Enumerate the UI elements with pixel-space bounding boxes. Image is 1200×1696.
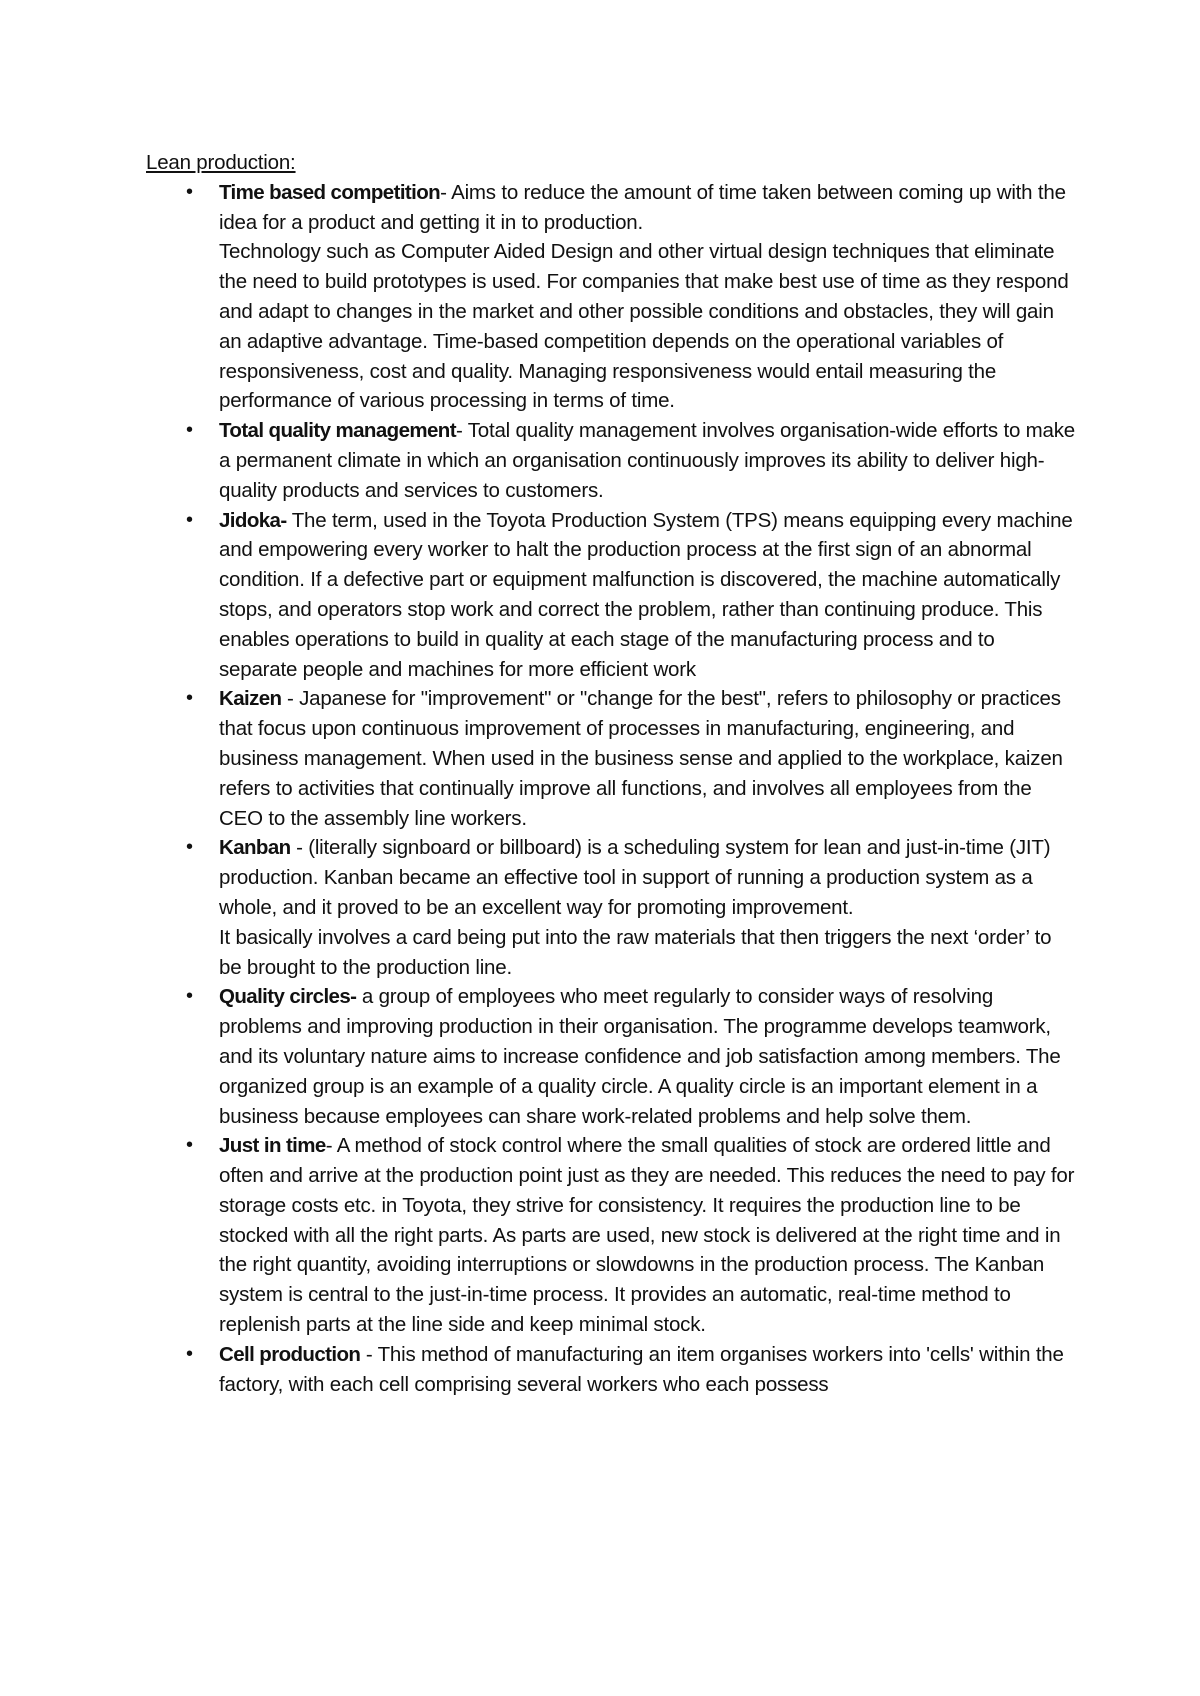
bullet-icon: •: [186, 1342, 193, 1365]
item-term: Cell production: [219, 1342, 361, 1366]
bullet-icon: •: [186, 419, 193, 442]
item-separator: -: [440, 180, 452, 204]
bullet-icon: •: [186, 508, 193, 531]
item-text: Japanese for "improvement" or "change for the best", refers to philosophy or practices that focus upon continuous improvement of processes in manufacturing, engineering, and business management. When used in the business sense and applied to the workplace, kaizen refers to activities that continually improve all functions, and involves all employees from the CEO to the assembly line workers.: [219, 687, 1063, 830]
section-heading: Lean production:: [146, 151, 296, 174]
item-text: Total quality management involves organisation-wide efforts to make a permanent climate in which an organisation continuously improves its ability to deliver high-quality products and services to customers.: [219, 419, 1075, 502]
bullet-icon: •: [186, 985, 193, 1008]
bullet-icon: •: [186, 180, 193, 203]
item-text: a group of employees who meet regularly to consider ways of resolving problems and improving production in their organisation. The programme develops teamwork, and its voluntary nature aims to increase confidence and job satisfaction among members. The organized group is an example of a quality circle. A quality circle is an important element in a business because employees can share work-related problems and help solve them.: [219, 985, 1061, 1128]
list-item: [146, 178, 1076, 416]
document-body: [146, 148, 1076, 1399]
item-separator: -: [290, 836, 309, 860]
list-item: [146, 416, 1076, 505]
item-term: Kaizen: [219, 687, 282, 711]
item-term: Jidoka-: [219, 508, 287, 532]
item-text: (literally signboard or billboard) is a scheduling system for lean and just-in-time (JIT) production. Kanban became an effective tool in support of running a production system as a whole, and it proved to be an excellent way for promoting improvement.: [219, 836, 1051, 919]
list-item: [146, 833, 1076, 982]
item-text: Aims to reduce the amount of time taken between coming up with the idea for a product and getting it in to production.: [219, 180, 1066, 234]
list-item: [146, 1131, 1076, 1340]
item-term: Total quality management: [219, 419, 456, 443]
bullet-icon: •: [186, 1134, 193, 1157]
item-text: A method of stock control where the small qualities of stock are ordered little and often and arrive at the production point just as they are needed. This reduces the need to pay for storage costs etc. in Toyota, they strive for consistency. It requires the production line to be stocked with all the right parts. As parts are used, new stock is delivered at the right time and in the right quantity, avoiding interruptions or slowdowns in the production process. The Kanban system is central to the just-in-time process. It provides an automatic, real-time method to replenish parts at the line side and keep minimal stock.: [219, 1134, 1075, 1337]
list-item: [146, 1340, 1076, 1400]
item-term: Just in time: [219, 1134, 326, 1158]
item-separator: -: [325, 1134, 337, 1158]
list-item: [146, 684, 1076, 833]
item-separator: -: [281, 687, 300, 711]
item-extra-paragraph: It basically involves a card being put into the raw materials that then triggers the next ‘order’ to be brought to the production line.: [219, 925, 1052, 979]
item-term: Kanban: [219, 836, 291, 860]
list-item: [146, 982, 1076, 1131]
item-separator: -: [455, 419, 468, 443]
bullet-icon: •: [186, 687, 193, 710]
item-term: Quality circles-: [219, 985, 357, 1009]
item-term: Time based competition: [219, 180, 441, 204]
item-text: This method of manufacturing an item organises workers into 'cells' within the factory, with each cell comprising several workers who each possess: [219, 1342, 1064, 1396]
item-extra-paragraph: Technology such as Computer Aided Design and other virtual design techniques that eliminate the need to build prototypes is used. For companies that make best use of time as they respond and adapt to changes in the market and other possible conditions and obstacles, they will gain an adaptive advantage. Time-based competition depends on the operational variables of responsiveness, cost and quality. Managing responsiveness would entail measuring the performance of various processing in terms of time.: [219, 240, 1069, 413]
bullet-icon: •: [186, 836, 193, 859]
item-separator: -: [360, 1342, 378, 1366]
item-text: The term, used in the Toyota Production System (TPS) means equipping every machine and empowering every worker to halt the production process at the first sign of an abnormal condition. If a defective part or equipment malfunction is discovered, the machine automatically stops, and operators stop work and correct the problem, rather than continuing produce. This enables operations to build in quality at each stage of the manufacturing process and to separate people and machines for more efficient work: [219, 508, 1073, 681]
list-item: [146, 506, 1076, 685]
bullet-list: [146, 178, 1076, 1400]
